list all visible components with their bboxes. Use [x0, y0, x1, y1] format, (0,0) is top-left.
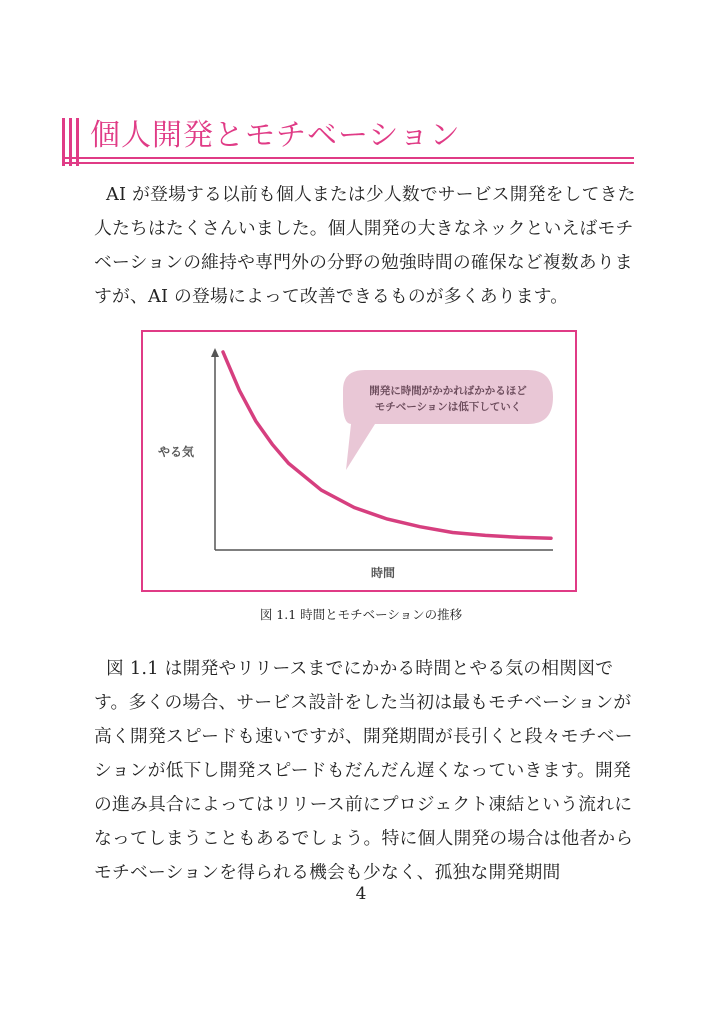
heading-rule [62, 157, 634, 159]
section-title: 個人開発とモチベーション [90, 118, 461, 153]
y-axis-arrow [211, 348, 219, 357]
motivation-chart [143, 332, 575, 590]
x-axis-label: 時間 [371, 566, 396, 580]
y-axis-label: やる気 [158, 445, 195, 459]
heading-rule [62, 162, 634, 164]
figure-frame [141, 330, 577, 592]
section-heading [62, 118, 634, 170]
body-paragraph-2 [94, 652, 642, 890]
paragraph-text: 図 1.1 は開発やリリースまでにかかる時間とやる気の相関図です。多くの場合、サービス設計をした当初は最もモチベーションが高く開発スピードも速いですが、開発期間が長引くと段々モチベーションが低下し開発スピードもだんだん遅くなっていきます。開発の進み具合によってはリリース前にプロジェクト凍結という流れになってしまうこともあるでしょう。特に個人開発の場合は他者からモチベーションを得られる機会も少なく、孤独な開発期間 [94, 658, 634, 883]
figure-caption: 図 1.1 時間とモチベーションの推移 [259, 607, 463, 622]
bubble-text-line1: 開発に時間がかかればかかるほど [369, 385, 527, 397]
paragraph-text: AI が登場する以前も個人または少人数でサービス開発をしてきた人たちはたくさんいました。個人開発の大きなネックといえばモチベーションの維持や専門外の分野の勉強時間の確保など複数ありますが、AI の登場によって改善できるものが多くあります。 [94, 184, 636, 307]
body-paragraph-1 [94, 178, 642, 314]
bubble-text-line2: モチベーションは低下していく [374, 401, 522, 413]
page-number: 4 [355, 884, 367, 904]
